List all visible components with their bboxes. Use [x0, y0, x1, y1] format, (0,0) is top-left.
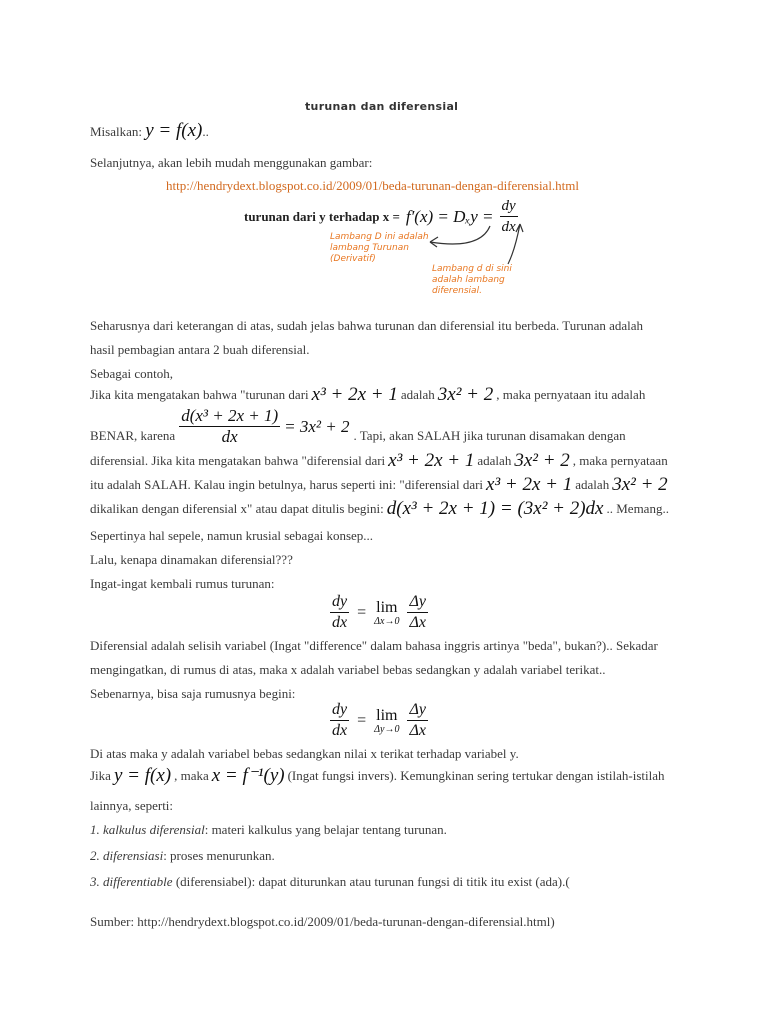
note-differential: Lambang d di sini adalah lambang diferensial.	[432, 264, 512, 296]
equation-2	[330, 700, 428, 741]
paragraph-2-line-6: Sepertinya hal sepele, namun krusial sebagai konsep...	[90, 528, 374, 543]
sebenarnya-text: Sebenarnya, bisa saja rumusnya begini:	[90, 686, 296, 701]
list-term-3: 3. differentiable	[90, 874, 173, 889]
p2-i: adalah	[575, 477, 610, 492]
ingat-text: Ingat-ingat kembali rumus turunan:	[90, 576, 275, 591]
formula-inverse: x = f⁻¹(y)	[211, 765, 285, 786]
paragraph-2-line-1	[90, 384, 645, 406]
eq2-limit	[374, 707, 399, 735]
misalkan-line	[90, 120, 209, 142]
list-desc-3: (diferensiabel): dapat diturunkan atau turunan fungsi di titik itu exist (ada).(	[172, 874, 570, 889]
p2-a: Jika kita mengatakan bahwa "turunan dari	[90, 387, 309, 402]
eq1-num: dy	[330, 592, 349, 613]
p2-d: . Tapi, akan SALAH jika turunan disamakan dengan	[353, 427, 626, 443]
p2-f: adalah	[477, 453, 512, 468]
lalu-text: Lalu, kenapa dinamakan diferensial???	[90, 552, 293, 567]
eq2-lhs	[330, 700, 349, 741]
paragraph-1-line-2: hasil pembagian antara 2 buah diferensial.	[90, 342, 310, 357]
paragraph-2-line-5	[90, 498, 669, 520]
eq1-limit	[374, 599, 399, 627]
contoh-text: Sebagai contoh,	[90, 366, 174, 381]
eq2-sub: Δy→0	[374, 723, 400, 735]
paragraph-5-line-2: lainnya, seperti:	[90, 798, 174, 813]
formula-x3-c: x³ + 2x + 1	[486, 474, 573, 495]
formula-derivative-frac	[179, 406, 280, 447]
equation-1	[330, 592, 428, 633]
misalkan-tail: ..	[202, 124, 209, 139]
list-desc-1: : materi kalkulus yang belajar tentang turunan.	[204, 822, 447, 837]
source-link[interactable]: http://hendrydext.blogspot.co.id/2009/01/beda-turunan-dengan-diferensial.html	[166, 178, 580, 193]
paragraph-4: Di atas maka y adalah variabel bebas sedangkan nilai x terikat terhadap variabel y.	[90, 746, 519, 761]
eq2-rhs	[407, 700, 428, 741]
eq2-equals: =	[357, 711, 367, 729]
eq1-lhs	[330, 592, 349, 633]
list-item	[90, 874, 570, 890]
frac-rhs: = 3x² + 2	[284, 416, 350, 436]
figure-formula-text: f′(x) = Dₓy =	[405, 206, 494, 226]
paragraph-2-line-3	[90, 450, 668, 472]
eq1-rnum: Δy	[407, 592, 428, 613]
list-item	[90, 848, 275, 864]
list-term-1: 1. kalkulus diferensial	[90, 822, 205, 837]
eq2-rnum: Δy	[407, 700, 428, 721]
eq1-den: dx	[332, 614, 348, 631]
figure-num: dy	[500, 196, 518, 217]
paragraph-1-line-1: Seharusnya dari keterangan di atas, sudah jelas bahwa turunan dan diferensial itu berbeda. Turunan adalah	[90, 318, 644, 333]
p2-e: diferensial. Jika kita mengatakan bahwa "diferensial dari	[90, 453, 386, 468]
paragraph-2-line-4	[90, 474, 668, 496]
formula-y-fx-b: y = f(x)	[113, 764, 172, 786]
p2-h: itu adalah SALAH. Kalau ingin betulnya, harus seperti ini: "diferensial dari	[90, 477, 484, 492]
sumber-text: Sumber: http://hendrydext.blogspot.co.id/2009/01/beda-turunan-dengan-diferensial.html)	[90, 914, 555, 929]
p2-c: , maka pernyataan itu adalah	[496, 387, 646, 402]
list-term-2: 2. diferensiasi	[90, 848, 164, 863]
list-desc-2: : proses menurunkan.	[163, 848, 275, 863]
page-title: turunan dan diferensial	[305, 100, 459, 113]
formula-3x2: 3x² + 2	[437, 384, 494, 405]
list-item	[90, 822, 447, 838]
eq1-sub: Δx→0	[374, 615, 400, 627]
eq2-num: dy	[330, 700, 349, 721]
p5-rest: (Ingat fungsi invers). Kemungkinan sering tertukar dengan istilah-istilah	[287, 767, 665, 783]
eq1-rhs	[407, 592, 428, 633]
paragraph-3-line-1: Diferensial adalah selisih variabel (Ingat "difference" dalam bahasa inggris artinya "beda", bukan?).. Sekadar	[90, 638, 658, 653]
frac-den: dx	[221, 427, 238, 446]
formula-differential: d(x³ + 2x + 1) = (3x² + 2)dx	[386, 498, 604, 519]
paragraph-5-line-1	[90, 764, 665, 787]
eq2-lim: lim	[376, 706, 398, 724]
formula-x3: x³ + 2x + 1	[311, 384, 398, 405]
p2-b: adalah	[400, 387, 435, 402]
p5-maka: , maka	[174, 767, 209, 783]
formula-x3-b: x³ + 2x + 1	[388, 450, 475, 471]
p5-jika: Jika	[90, 767, 111, 783]
formula-3x2-b: 3x² + 2	[514, 450, 570, 471]
eq1-lim: lim	[376, 598, 398, 616]
eq1-rden: Δx	[409, 614, 426, 631]
paragraph-2-line-2	[90, 406, 626, 447]
misalkan-label: Misalkan:	[90, 124, 142, 139]
selanjutnya-text: Selanjutnya, akan lebih mudah menggunakan gambar:	[90, 155, 373, 170]
figure-den: dx	[501, 219, 516, 235]
eq2-rden: Δx	[409, 722, 426, 739]
eq1-equals: =	[357, 603, 367, 621]
formula-3x2-c: 3x² + 2	[612, 474, 668, 495]
figure-lead: turunan dari y terhadap x =	[244, 208, 400, 224]
p2-j: dikalikan dengan diferensial x" atau dapat ditulis begini:	[90, 501, 384, 516]
paragraph-3-line-2: mengingatkan, di rumus di atas, maka x adalah variabel bebas sedangkan y adalah variabel terikat..	[90, 662, 606, 677]
formula-y-fx: y = f(x)	[145, 120, 203, 141]
note-derivative: Lambang D ini adalah lambang Turunan (Derivatif)	[330, 232, 429, 264]
p2-benar: BENAR, karena	[90, 427, 176, 443]
eq2-den: dx	[332, 722, 348, 739]
p2-k: .. Memang..	[606, 501, 669, 516]
frac-num: d(x³ + 2x + 1)	[181, 406, 279, 425]
figure-arrows	[420, 220, 530, 280]
p2-g: , maka pernyataan	[572, 453, 668, 468]
